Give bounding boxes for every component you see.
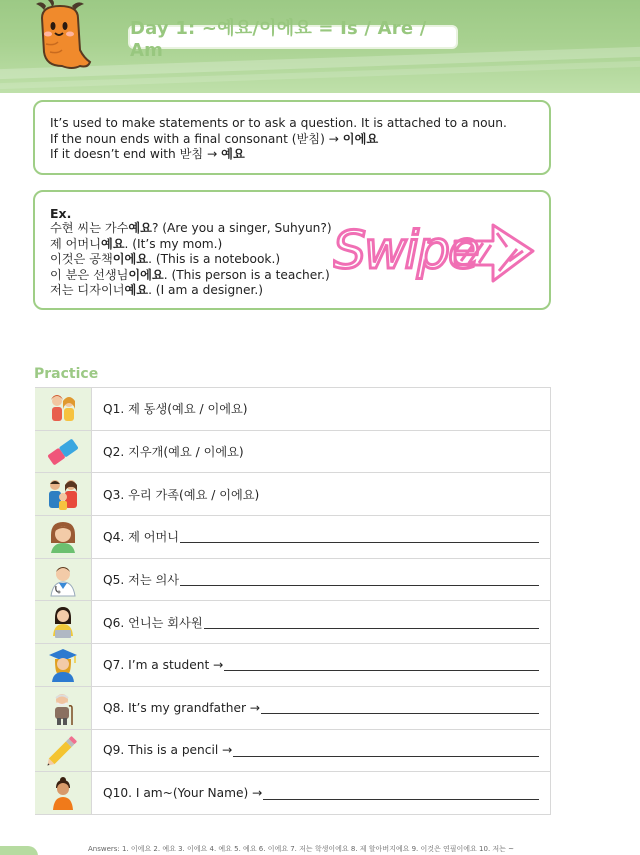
question-row (35, 601, 551, 644)
question-text: Q3. 우리 가족(예요 / 이에요) (103, 487, 260, 502)
eraser-icon (45, 434, 81, 470)
question-icon-cell (35, 473, 92, 515)
practice-table (35, 387, 551, 814)
answer-key: Answers: 1. 이에요 2. 예요 3. 이에요 4. 예요 5. 예요 6. 이에요 7. 저는 학생이에요 8. 제 할아버지예요 9. 이것은 연필이에요 10. 저는 ~ (88, 845, 515, 853)
question-text: Q5. 저는 의사 (103, 573, 180, 588)
person-icon (45, 775, 81, 811)
grandfather-icon (45, 690, 81, 726)
question-icon-cell (35, 772, 92, 814)
answer-line[interactable] (180, 573, 539, 586)
page-title: Day 1: ~예요/이에요 = Is / Are / Am (130, 17, 427, 61)
question-cell (92, 772, 550, 814)
question-icon-cell (35, 644, 92, 686)
office-worker-icon (45, 604, 81, 640)
question-cell (92, 730, 550, 772)
question-cell (92, 431, 550, 473)
examples-label: Ex. (50, 206, 72, 221)
answer-line[interactable] (263, 787, 539, 800)
example-line: 제 어머니예요. (It’s my mom.) (50, 236, 223, 251)
question-row (35, 431, 551, 474)
question-cell (92, 388, 550, 430)
answer-line[interactable] (204, 616, 539, 629)
answer-line[interactable] (233, 744, 539, 757)
explanation-line: It’s used to make statements or to ask a question. It is attached to a noun. (50, 116, 507, 130)
question-row (35, 473, 551, 516)
question-icon-cell (35, 431, 92, 473)
example-line: 저는 디자이너예요. (I am a designer.) (50, 283, 264, 297)
example-line: 이 분은 선생님이에요. (This person is a teacher.) (50, 267, 330, 282)
question-row (35, 388, 551, 431)
answer-line[interactable] (261, 701, 539, 714)
header-banner (0, 0, 640, 93)
page-title-pill (128, 17, 458, 61)
question-text: Q2. 지우개(예요 / 이에요) (103, 445, 244, 460)
question-icon-cell (35, 601, 92, 643)
practice-heading: Practice (34, 366, 99, 382)
example-line: 수현 씨는 가수예요? (Are you a singer, Suhyun?) (50, 221, 332, 235)
question-text: Q9. This is a pencil → (103, 743, 233, 758)
page-corner-tab (0, 846, 38, 855)
answer-line[interactable] (180, 530, 539, 543)
question-text: Q8. It’s my grandfather → (103, 700, 261, 715)
answer-line[interactable] (224, 658, 539, 671)
question-cell (92, 473, 550, 515)
question-icon-cell (35, 687, 92, 729)
siblings-icon (45, 391, 81, 427)
question-icon-cell (35, 388, 92, 430)
question-text: Q1. 제 동생(예요 / 이에요) (103, 402, 248, 417)
question-cell (92, 687, 550, 729)
example-line: 이것은 공책이에요. (This is a notebook.) (50, 252, 281, 266)
carrot-mascot-icon (28, 0, 98, 72)
explanation-line: If the noun ends with a final consonant (받침) → 이에요 (50, 131, 379, 146)
question-text: Q4. 제 어머니 (103, 530, 180, 545)
question-row (35, 772, 551, 815)
question-icon-cell (35, 516, 92, 558)
doctor-icon (45, 562, 81, 598)
swipe-label: Swipe (333, 221, 478, 281)
explanation-box (33, 100, 551, 175)
question-cell (92, 601, 550, 643)
question-row (35, 516, 551, 559)
question-row (35, 687, 551, 730)
question-icon-cell (35, 730, 92, 772)
question-text: Q7. I’m a student → (103, 657, 224, 672)
question-cell (92, 559, 550, 601)
question-icon-cell (35, 559, 92, 601)
question-row (35, 730, 551, 773)
mother-icon (45, 519, 81, 555)
question-row (35, 644, 551, 687)
swipe-arrow-icon[interactable] (333, 203, 538, 303)
question-cell (92, 644, 550, 686)
student-icon (45, 647, 81, 683)
family-icon (45, 476, 81, 512)
pencil-icon (45, 732, 81, 768)
question-cell (92, 516, 550, 558)
explanation-line: If it doesn’t end with 받침 → 예요 (50, 147, 245, 161)
question-row (35, 559, 551, 602)
question-text: Q10. I am~(Your Name) → (103, 786, 263, 801)
question-text: Q6. 언니는 회사원 (103, 615, 203, 630)
